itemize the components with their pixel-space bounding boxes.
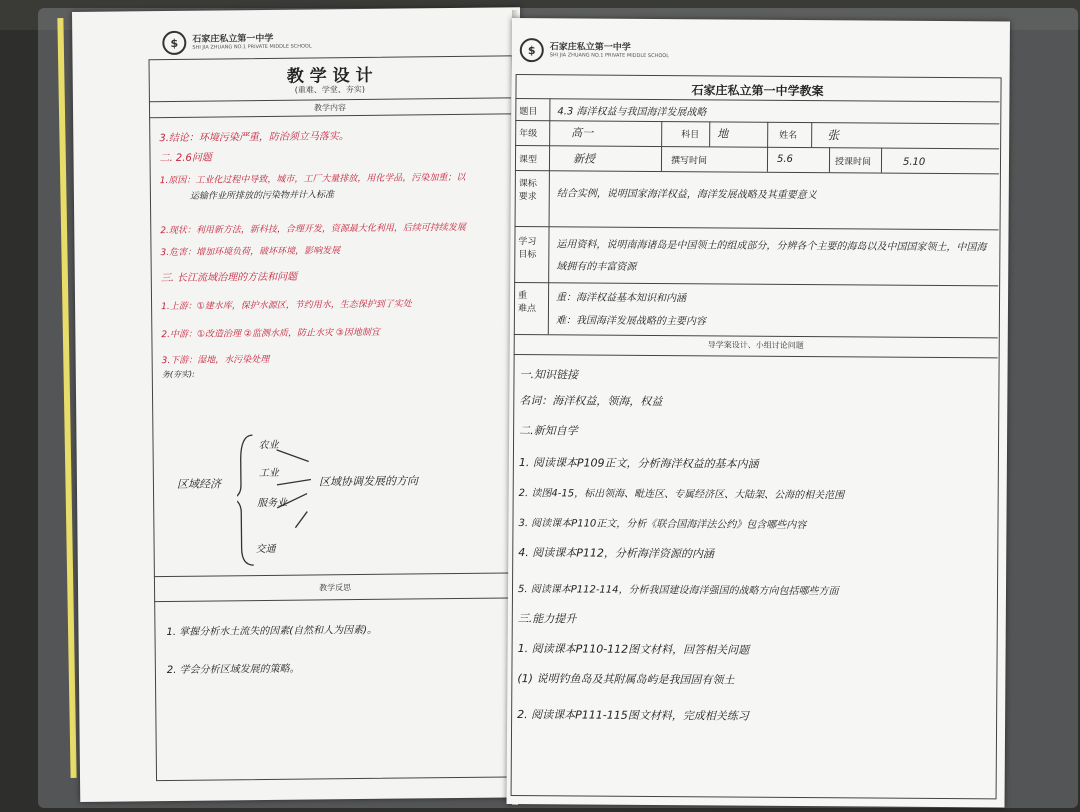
write-time-label: 撰写时间 [670,156,708,167]
content-line: 务(夯实): [161,369,195,380]
guide-line: 2. 阅读课本P111-115图文材料，完成相关练习 [517,708,749,723]
content-header: 教学内容 [313,103,347,113]
school-logo-icon: $ [162,31,186,55]
plan-title: 石家庄私立第一中学教案 [691,83,824,99]
key-label: 重 难点 [517,291,537,315]
diagram-target: 区域协调发展的方向 [318,474,418,489]
type-value: 新授 [572,152,596,166]
diagram-branch: 农业 [258,439,279,452]
name-value: 张 [827,128,840,143]
diagram-branch: 服务业 [257,497,288,510]
guide-line: 3. 阅读课本P110正文，分析《联合国海洋法公约》包含哪些内容 [518,518,807,532]
reflection-item: 2. 学会分析区域发展的策略。 [166,663,300,677]
content-line: 3.危害：增加环境负荷，破坏环境，影响发展 [160,246,341,259]
divider [709,121,710,146]
school-name: 石家庄私立第一中学 [192,33,274,45]
grade-value: 高一 [571,126,594,140]
page-subtitle: (重难、学堂、夯实) [294,84,365,95]
guide-line: (1) 说明钓鱼岛及其附属岛屿是我国固有领土 [517,672,735,687]
reflect-header: 教学反思 [318,583,352,593]
right-header [520,38,669,63]
guide-line: 4. 阅读课本P112，分析海洋资源的内涵 [518,546,714,561]
guide-line: 5. 阅读课本P112-114，分析我国建设海洋强国的战略方向包括哪些方面 [517,584,839,598]
diagram-brace [236,429,357,570]
content-line: 三. 长江流域治理的方法和问题 [160,271,298,285]
divider [881,148,882,173]
page-title: 教 学 设 计 [286,65,373,87]
write-time-value: 5.6 [776,153,793,165]
school-logo-icon: $ [520,38,544,62]
teach-time-label: 授课时间 [834,157,872,168]
divider [829,147,830,172]
goal-value: 运用资料，说明南海诸岛是中国领土的组成部分，分辨各个主要的海岛以及中国国家领土，中国海域拥有的丰富资源 [556,239,987,273]
key-value: 重：海洋权益基本知识和内涵 [556,292,687,305]
guide-line: 2. 读图4-15，标出领海、毗连区、专属经济区、大陆架、公海的相关范围 [518,488,845,502]
guide-line: 一.知识链接 [519,368,579,382]
left-page [72,7,528,802]
right-page [507,18,1010,807]
content-line: 1.原因：工业化过程中导致，城市，工厂大量排放，用化学品，污染加重；以 [159,172,466,187]
type-label: 课型 [518,155,538,166]
content-line: 运输作业所排放的污染物并计入标准 [189,190,335,202]
grade-label: 年级 [519,129,538,140]
guide-content [517,366,996,739]
guide-header: 导学案设计、小组讨论问题 [707,340,804,351]
name-label: 姓名 [779,130,798,141]
goal-label: 学习 目标 [518,237,537,261]
teach-time-value: 5.10 [902,156,926,168]
lesson-content [159,125,512,385]
guide-line: 名词：海洋权益，领海，权益 [519,394,663,409]
school-name-en: SHI JIA ZHUANG NO.1 PRIVATE MIDDLE SCHOOL [549,52,670,60]
guide-line: 三.能力提升 [517,612,577,626]
region-diagram [176,427,507,570]
key-value: 难：我国海洋发展战略的主要内容 [555,315,706,328]
content-line: 二. 2.6问题 [159,152,212,165]
guide-line: 1. 阅读课本P109正文，分析海洋权益的基本内涵 [518,456,759,471]
divider [811,122,812,147]
reflection-item: 1. 掌握分析水土流失的因素(自然和人为因素)。 [166,624,378,639]
diagram-root: 区域经济 [176,477,222,491]
school-name: 石家庄私立第一中学 [549,42,631,53]
subject-label: 科目 [681,130,700,141]
guide-line: 1. 阅读课本P110-112图文材料，回答相关问题 [517,642,750,657]
content-line: 2.现状：利用新方法，新科技，合理开发，资源最大化利用，后续可持续发展 [160,222,466,237]
content-line: 1.上游：①建水库，保护水源区，节约用水，生态保护到了实处 [161,299,412,313]
standard-value: 结合实例，说明国家海洋权益，海洋发展战略及其重要意义 [556,188,817,202]
standard-label: 课标 要求 [518,179,537,203]
subject-value: 地 [717,127,729,141]
diagram-branch: 交通 [255,543,276,556]
left-header [162,29,312,55]
content-line: 2.中游：①改造治理 ②监测水质，防止水灾 ③因地制宜 [161,327,380,341]
content-line: 3.结论：环境污染严重，防治须立马落实。 [159,131,349,145]
content-line: 3.下游：湿地，水污染处理 [161,354,270,367]
school-name-en: SHI JIA ZHUANG NO.1 PRIVATE MIDDLE SCHOOL [192,43,312,51]
diagram-branch: 工业 [258,467,279,480]
guide-line: 二.新知自学 [519,424,578,438]
topic-label: 题目 [519,107,538,118]
topic-value: 4.3 海洋权益与我国海洋发展战略 [557,106,707,119]
